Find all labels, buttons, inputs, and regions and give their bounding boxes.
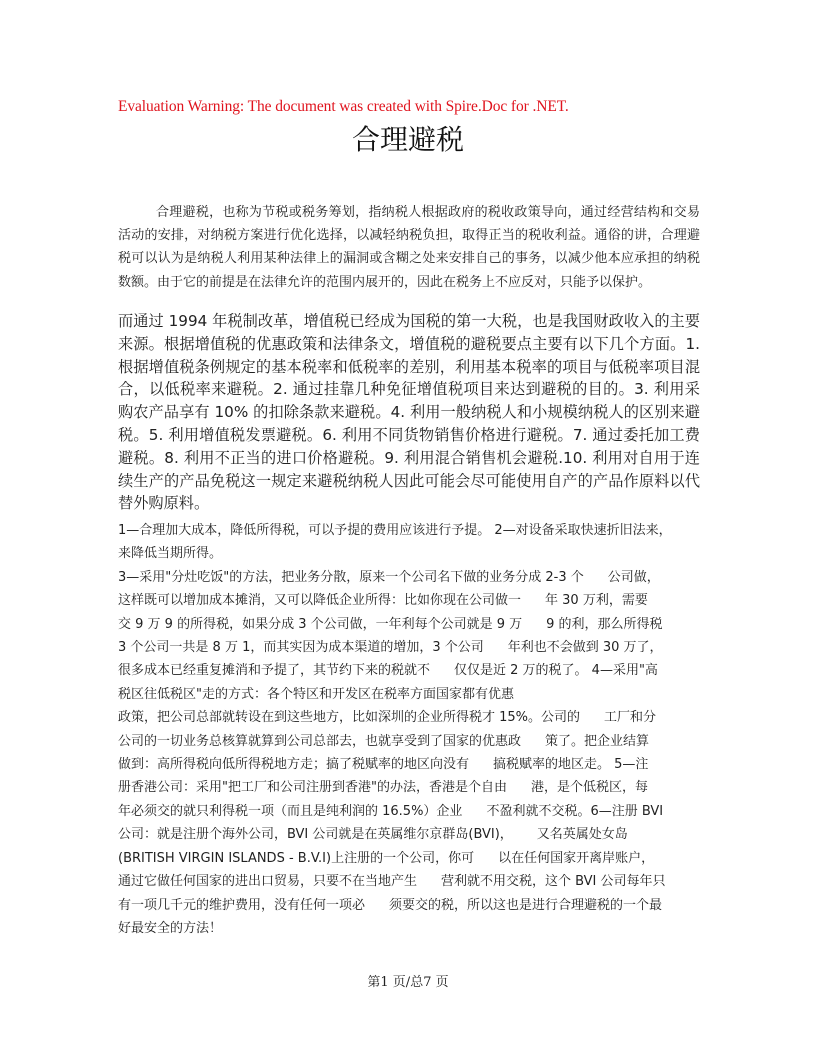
text-line xyxy=(118,566,700,589)
text-line xyxy=(118,753,700,776)
text-line xyxy=(118,870,700,893)
text-segment: 通过它做任何国家的进出口贸易，只要不在当地产生 xyxy=(118,874,418,890)
text-segment: 仅仅是近 2 万的税了。 4—采用"高 xyxy=(454,663,658,679)
text-line xyxy=(118,659,700,682)
text-line xyxy=(118,519,700,542)
text-segment: 册香港公司：采用"把工厂和公司注册到香港"的办法，香港是个自由 xyxy=(118,780,507,796)
text-line xyxy=(118,917,700,940)
text-segment: 策了。把企业结算 xyxy=(545,733,650,749)
text-segment: 公司做， xyxy=(607,569,660,585)
document-title: 合理避税 xyxy=(351,123,464,156)
text-segment: 9 的利，那么所得税 xyxy=(546,616,663,632)
text-segment: 以在任何国家开离岸账户， xyxy=(498,850,655,866)
paragraph-income-tax-methods xyxy=(118,519,700,940)
text-segment: 年 30 万利，需要 xyxy=(545,593,648,609)
text-line xyxy=(118,613,700,636)
text-segment: 1—合理加大成本，降低所得税，可以予提的费用应该进行予提。 2—对设备采取快速折旧法来， xyxy=(118,523,672,538)
evaluation-warning: Evaluation Warning: The document was created with Spire.Doc for .NET. xyxy=(118,98,569,115)
text-line xyxy=(118,636,700,659)
text-segment: 须要交的税，所以这也是进行合理避税的一个最 xyxy=(389,897,663,913)
text-segment: 交 9 万 9 的所得税，如果分成 3 个公司做，一年利每个公司就是 9 万 xyxy=(118,616,523,632)
text-segment: 政策，把公司总部就转设在到这些地方，比如深圳的企业所得税才 15%。公司的 xyxy=(118,710,581,726)
text-segment: 3 个公司一共是 8 万 1，而其实因为成本渠道的增加，3 个公司 xyxy=(118,640,484,656)
text-line xyxy=(118,589,700,612)
text-segment: 税区往低税区"走的方式：各个特区和开发区在税率方面国家都有优惠 xyxy=(118,686,514,702)
text-segment: (BRITISH VIRGIN ISLANDS - B.V.I)上注册的一个公司，你可 xyxy=(118,850,475,866)
text-line xyxy=(118,800,700,823)
text-segment: 很多成本已经重复摊消和予提了，其节约下来的税就不 xyxy=(118,663,431,679)
text-line xyxy=(118,776,700,799)
text-segment: 年必须交的就只利得税一项（而且是纯利润的 16.5%）企业 xyxy=(118,803,463,819)
text-line xyxy=(118,894,700,917)
text-segment: 又名英属处女岛 xyxy=(536,827,628,843)
text-segment: 年利也不会做到 30 万了， xyxy=(507,640,663,656)
text-segment: 公司：就是注册个海外公司，BVI 公司就是在英属维尔京群岛(BVI)， xyxy=(118,827,513,843)
text-line xyxy=(118,730,700,753)
text-segment: 做到：高所得税向低所得税地方走；搞了税赋率的地区向没有 xyxy=(118,757,470,773)
text-segment: 3—采用"分灶吃饭"的方法，把业务分散，原来一个公司名下做的业务分成 2-3 个 xyxy=(118,569,584,585)
text-segment: 工厂和分 xyxy=(604,710,657,726)
text-line xyxy=(118,847,700,870)
paragraph-vat: 而通过 1994 年税制改革，增值税已经成为国税的第一大税，也是我国财政收入的主要来源。根据增值税的优惠政策和法律条文，增值税的避税要点主要有以下几个方面。1. 根据增值税条例规定的基本税率和低税率的差别，利用基本税率的项目与低税率项目混合，以低税率来避税。2. 通过挂靠几种免征增值税项目来达到避税的目的。3. 利用采购农产品享有 10% 的扣除条款来避税。4. 利用一般纳税人和小规模纳税人的区别来避税。5. 利用增值税发票避税。6. 利用不同货物销售价格进行避税。7. 通过委托加工费避税。8. 利用不正当的进口价格避税。9. 利用混合销售机会避税.10. 利用对自用于连续生产的产品免税这一规定来避税纳税人因此可能会尽可能使用自产的产品作原料以代替外购原料。 xyxy=(118,312,700,513)
text-segment: 好最安全的方法！ xyxy=(118,920,223,936)
text-line xyxy=(118,823,700,846)
text-segment: 不盈利就不交税。6—注册 BVI xyxy=(486,803,664,819)
text-segment: 有一项几千元的维护费用，没有任何一项必 xyxy=(118,897,366,913)
text-segment: 港，是个低税区，每 xyxy=(530,780,648,796)
text-line xyxy=(118,542,700,565)
text-segment: 营利就不用交税，这个 BVI 公司每年只 xyxy=(441,874,666,890)
text-line xyxy=(118,706,700,729)
text-line xyxy=(118,683,700,706)
page-number-footer: 第1 页/总7 页 xyxy=(367,975,449,990)
paragraph-intro: 合理避税，也称为节税或税务筹划，指纳税人根据政府的税收政策导向，通过经营结构和交易活动的安排，对纳税方案进行优化选择，以减轻纳税负担，取得正当的税收利益。通俗的讲，合理避税可以认为是纳税人利用某种法律上的漏洞或含糊之处来安排自己的事务，以减少他本应承担的纳税数额。由于它的前提是在法律允许的范围内展开的，因此在税务上不应反对，只能予以保护。 xyxy=(118,205,700,290)
text-segment: 这样既可以增加成本摊消，又可以降低企业所得：比如你现在公司做一 xyxy=(118,593,522,609)
text-segment: 公司的一切业务总核算就算到公司总部去，也就享受到了国家的优惠政 xyxy=(118,733,522,749)
text-segment: 来降低当期所得。 xyxy=(118,546,223,562)
text-segment: 搞税赋率的地区走。 5—注 xyxy=(493,757,649,773)
